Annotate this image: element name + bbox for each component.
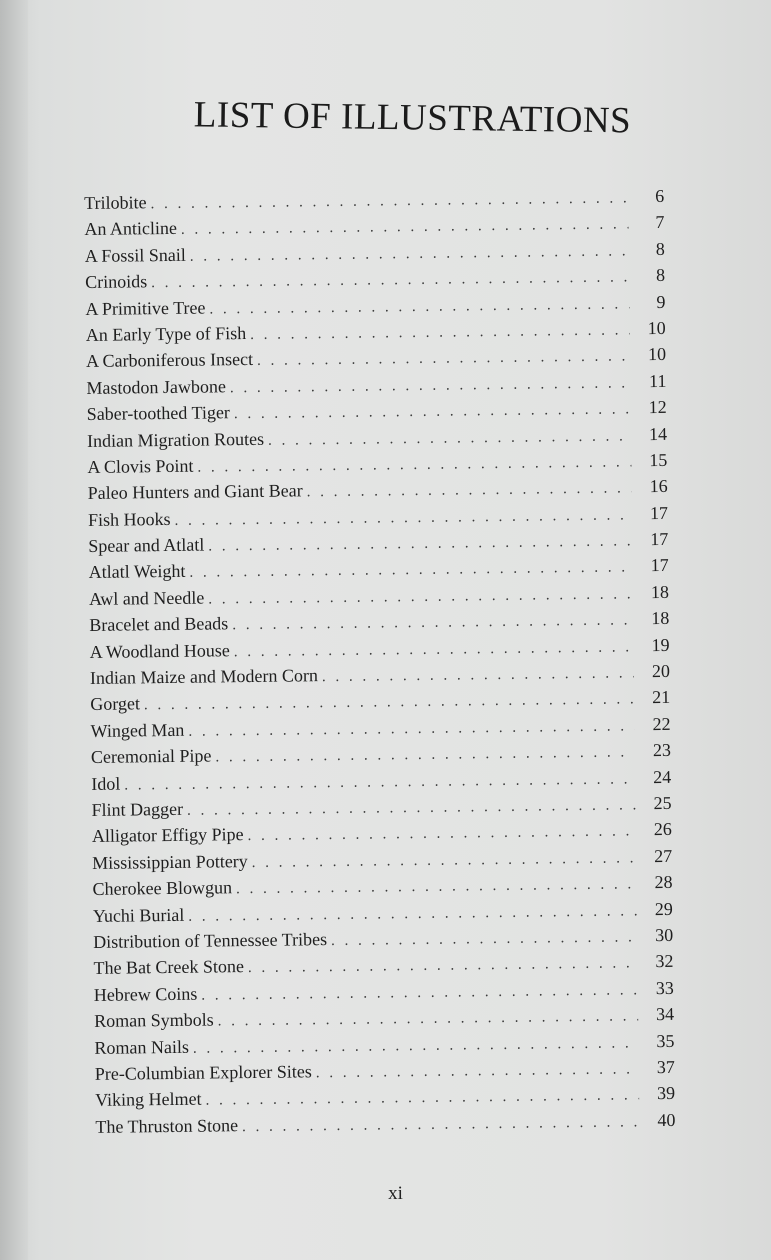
entry-label: An Anticline: [84, 218, 178, 240]
entry-page-number: 14: [648, 423, 668, 444]
entry-page-number: 32: [655, 951, 674, 972]
entry-label: Pre-Columbian Explorer Sites: [94, 1061, 312, 1084]
entry-page-number: 17: [649, 502, 669, 523]
entry-page-number: 9: [656, 291, 666, 312]
entry-label: Saber-toothed Tiger: [86, 402, 230, 425]
entry-label: Gorget: [90, 693, 141, 715]
entry-label: Flint Dagger: [91, 798, 184, 820]
entry-page-number: 18: [650, 581, 670, 602]
list-item: [93, 948, 673, 981]
entry-label: Bracelet and Beads: [89, 613, 229, 636]
entry-page-number: 20: [651, 660, 671, 682]
entry-page-number: 8: [655, 238, 665, 259]
entry-page-number: 6: [654, 185, 665, 207]
page-title: LIST OF ILLUSTRATIONS: [193, 94, 632, 142]
leader-dots: [242, 1109, 640, 1140]
entry-page-number: 11: [648, 370, 667, 391]
entry-label: Roman Nails: [94, 1036, 190, 1058]
entry-page-number: 34: [655, 1003, 675, 1025]
entry-page-number: 30: [655, 924, 674, 946]
list-item: [95, 1107, 675, 1140]
entry-page-number: 26: [653, 819, 672, 840]
entry-page-number: 39: [656, 1083, 676, 1104]
entry-page-number: 7: [655, 212, 665, 233]
entry-label: Trilobite: [84, 192, 147, 213]
entry-label: The Thruston Stone: [95, 1114, 239, 1137]
entry-label: Fish Hooks: [87, 508, 171, 530]
entry-page-number: 35: [656, 1030, 675, 1051]
entry-page-number: 40: [657, 1109, 676, 1130]
entry-label: Awl and Needle: [88, 587, 205, 609]
leader-dots: [306, 476, 631, 506]
entry-label: Roman Symbols: [94, 1009, 214, 1032]
entry-page-number: 18: [651, 608, 670, 629]
list-item: [88, 526, 668, 559]
entry-label: Viking Helmet: [94, 1088, 202, 1111]
entry-page-number: 24: [653, 766, 672, 787]
entry-page-number: 12: [648, 397, 667, 418]
spine-shadow: [0, 0, 28, 1260]
entry-label: A Fossil Snail: [84, 244, 186, 266]
entry-label: Alligator Effigy Pipe: [91, 824, 244, 847]
list-item: [91, 737, 671, 770]
entry-label: Yuchi Burial: [92, 904, 185, 926]
entry-page-number: 27: [654, 845, 673, 866]
entry-page-number: 8: [655, 265, 666, 286]
entry-page-number: 19: [651, 634, 670, 655]
entry-label: Atlatl Weight: [88, 561, 186, 583]
entry-label: Indian Maize and Modern Corn: [89, 665, 319, 688]
entry-page-number: 25: [653, 792, 672, 814]
entry-label: Cherokee Blowgun: [92, 877, 233, 900]
entry-page-number: 37: [656, 1056, 675, 1077]
leader-dots: [316, 1056, 639, 1086]
entry-label: Crinoids: [85, 271, 148, 293]
entry-label: Mississippian Pottery: [92, 850, 248, 873]
entry-page-number: 21: [652, 687, 671, 708]
entry-page-number: 10: [647, 317, 666, 339]
list-item: [93, 922, 673, 955]
entry-label: Indian Migration Routes: [86, 428, 265, 451]
entry-page-number: 23: [652, 740, 672, 761]
page-folio: xi: [388, 1183, 403, 1204]
entry-label: The Bat Creek Stone: [93, 956, 245, 979]
entry-label: A Woodland House: [89, 639, 230, 662]
entry-page-number: 22: [652, 713, 671, 734]
list-item: [86, 315, 666, 348]
entry-label: Paleo Hunters and Giant Bear: [87, 480, 303, 504]
entry-page-number: 28: [654, 872, 673, 893]
entry-page-number: 16: [649, 476, 668, 497]
leader-dots: [322, 660, 634, 690]
entry-page-number: 33: [655, 977, 674, 998]
entry-page-number: 29: [654, 898, 673, 919]
entry-label: Idol: [91, 773, 121, 794]
entry-page-number: 17: [650, 555, 669, 576]
entry-label: Hebrew Coins: [93, 983, 198, 1005]
entry-label: Distribution of Tennessee Tribes: [93, 929, 328, 952]
entry-page-number: 15: [649, 449, 668, 471]
entry-label: Winged Man: [90, 719, 185, 741]
entry-label: An Early Type of Fish: [85, 322, 247, 345]
entry-label: A Clovis Point: [87, 455, 194, 477]
entry-label: Mastodon Jawbone: [86, 376, 227, 398]
entry-page-number: 17: [650, 528, 669, 550]
leader-dots: [331, 924, 637, 954]
entry-label: Spear and Atlatl: [88, 534, 205, 557]
entry-label: Ceremonial Pipe: [90, 745, 212, 768]
entry-label: A Carboniferous Insect: [85, 349, 254, 372]
entry-label: A Primitive Tree: [85, 297, 206, 319]
list-item: [90, 711, 670, 744]
entry-page-number: 10: [647, 344, 667, 365]
illustration-list: [84, 183, 676, 1140]
